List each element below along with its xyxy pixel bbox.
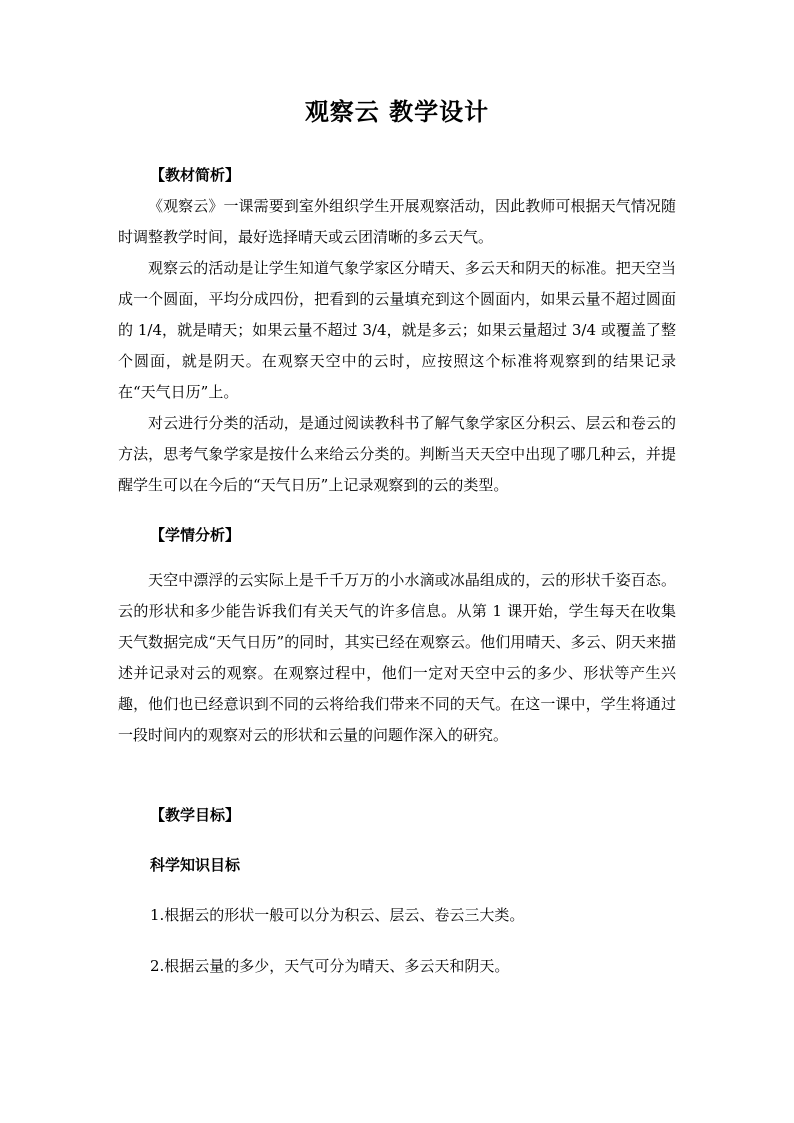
section-heading-students: 【学情分析】 xyxy=(150,526,241,544)
section-heading-goals: 【教学目标】 xyxy=(150,806,241,824)
paragraph: 对云进行分类的活动，是通过阅读教科书了解气象学家区分积云、层云和卷云的方法，思考气象学家是按什么来给云分类的。判断当天天空中出现了哪几种云，并提醒学生可以在今后的“天气日历”上记录观察到的云的类型。 xyxy=(118,414,676,494)
paragraph: 观察云的活动是让学生知道气象学家区分晴天、多云天和阴天的标准。把天空当成一个圆面，平均分成四份，把看到的云量填充到这个圆面内，如果云量不超过圆面的 1/4，就是晴天；如果云量不超过 3/4，就是多云；如果云量超过 3/4 或覆盖了整个圆面，就是阴天。在观察天空中的云时，应按照这个标准将观察到的结果记录在“天气日历”上。 xyxy=(118,259,676,401)
goal-item: 1.根据云的形状一般可以分为积云、层云、卷云三大类。 xyxy=(150,906,525,924)
paragraph: 天空中漂浮的云实际上是千千万万的小水滴或冰晶组成的，云的形状千姿百态。云的形状和多少能告诉我们有关天气的许多信息。从第 1 课开始，学生每天在收集天气数据完成“天气日历”的同时，其实已经在观察云。他们用晴天、多云、阴天来描述并记录对云的观察。在观察过程中，他们一定对天空中云的多少、形状等产生兴趣，他们也已经意识到不同的云将给我们带来不同的天气。在这一课中，学生将通过一段时间内的观察对云的形状和云量的问题作深入的研究。 xyxy=(118,571,676,744)
section-body-students xyxy=(118,565,676,751)
section-heading-materials: 【教材简析】 xyxy=(150,166,241,184)
section-body-materials xyxy=(118,191,676,501)
document-title: 观察云 教学设计 xyxy=(304,97,490,126)
paragraph: 《观察云》一课需要到室外组织学生开展观察活动，因此教师可根据天气情况随时调整教学时间，最好选择晴天或云团清晰的多云天气。 xyxy=(118,197,676,246)
goal-item: 2.根据云量的多少，天气可分为晴天、多云天和阴天。 xyxy=(150,957,510,975)
goals-subheading: 科学知识目标 xyxy=(150,856,241,874)
